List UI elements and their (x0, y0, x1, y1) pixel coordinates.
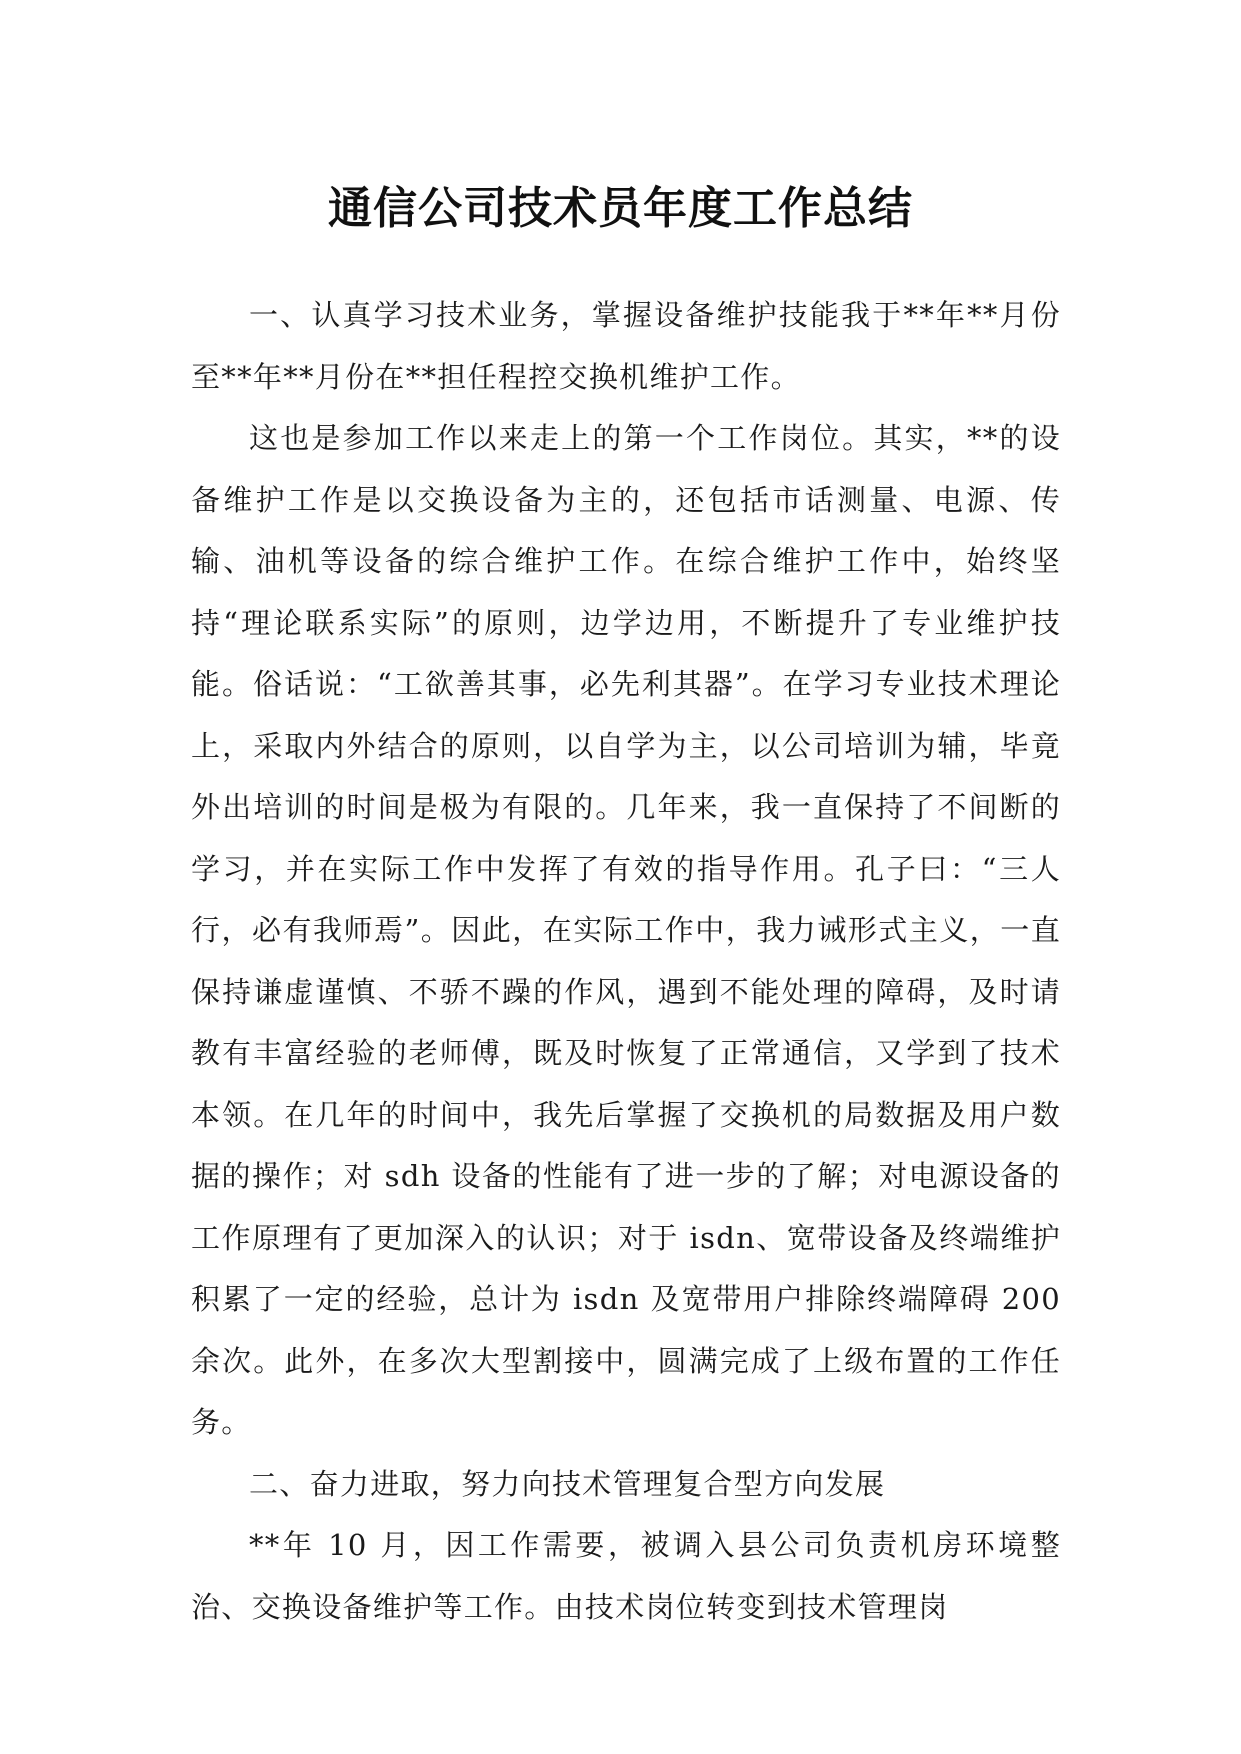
document-title: 通信公司技术员年度工作总结 (328, 183, 913, 235)
paragraph-transfer-description: **年 10 月，因工作需要，被调入县公司负责机房环境整治、交换设备维护等工作。由技术岗位转变到技术管理岗 (191, 1528, 1061, 1624)
paragraph-maintenance-experience: 这也是参加工作以来走上的第一个工作岗位。其实，**的设备维护工作是以交换设备为主的，还包括市话测量、电源、传输、油机等设备的综合维护工作。在综合维护工作中，始终坚持“理论联系实际”的原则，边学边用，不断提升了专业维护技能。俗话说：“工欲善其事，必先利其器”。在学习专业技术理论上，采取内外结合的原则，以自学为主，以公司培训为辅，毕竟外出培训的时间是极为有限的。几年来，我一直保持了不间断的学习，并在实际工作中发挥了有效的指导作用。孔子曰：“三人行，必有我师焉”。因此，在实际工作中，我力诫形式主义，一直保持谦虚谨慎、不骄不躁的作风，遇到不能处理的障碍，及时请教有丰富经验的老师傅，既及时恢复了正常通信，又学到了技术本领。在几年的时间中，我先后掌握了交换机的局数据及用户数据的操作；对 sdh 设备的性能有了进一步的了解；对电源设备的工作原理有了更加深入的认识；对于 isdn、宽带设备及终端维护积累了一定的经验，总计为 isdn 及宽带用户排除终端障碍 200 余次。此外，在多次大型割接中，圆满完成了上级布置的工作任务。 (191, 421, 1061, 1439)
document-body (191, 285, 1061, 1638)
paragraph-section-two-heading: 二、奋力进取，努力向技术管理复合型方向发展 (249, 1466, 886, 1501)
paragraph-section-one-heading: 一、认真学习技术业务，掌握设备维护技能我于**年**月份至**年**月份在**担任程控交换机维护工作。 (191, 298, 1061, 394)
